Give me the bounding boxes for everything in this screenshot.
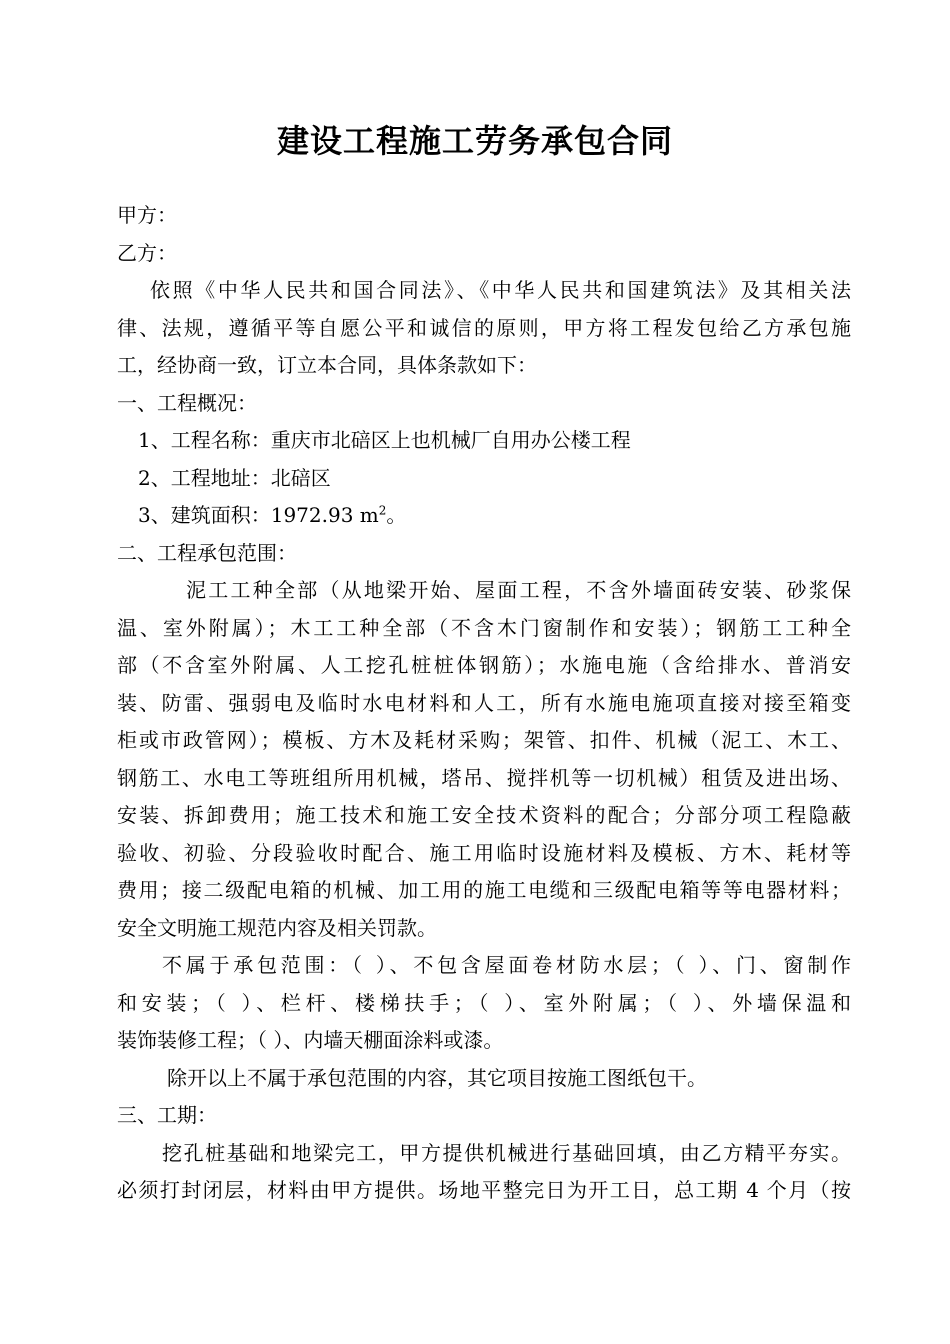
section-heading: 三、工期： xyxy=(117,1103,217,1127)
project-address: 2、工程地址：北碚区 xyxy=(138,465,331,490)
party-b-label: 乙方： xyxy=(117,240,177,265)
area-unit-superscript: 2 xyxy=(378,503,387,518)
schedule-line: 挖孔桩基础和地梁完工，甲方提供机械进行基础回填，由乙方精平夯实。 xyxy=(162,1140,851,1165)
building-area-value: 3、建筑面积：1972.93 m xyxy=(138,503,379,527)
scope-line: 泥工工种全部（从地梁开始、屋面工程，不含外墙面砖安装、砂浆保 xyxy=(186,578,851,602)
project-name: 1、工程名称：重庆市北碚区上也机械厂自用办公楼工程 xyxy=(138,428,631,452)
scope-line: 验收、初验、分段验收时配合、施工用临时设施材料及模板、方木、耗材等 xyxy=(117,840,851,865)
scope-line: 费用；接二级配电箱的机械、加工用的施工电缆和三级配电箱等等电器材料； xyxy=(117,878,851,902)
scope-line: 钢筋工、水电工等班组所用机械，塔吊、搅拌机等一切机械）租赁及进出场、 xyxy=(117,765,851,790)
excluded-scope-line: 不属于承包范围：（ ）、不包含屋面卷材防水层；（ ）、门、窗制作 xyxy=(162,953,851,977)
schedule-line: 必须打封闭层，材料由甲方提供。场地平整完日为开工日，总工期 4 个月（按 xyxy=(117,1178,851,1202)
document-title: 建设工程施工劳务承包合同 xyxy=(276,122,673,161)
scope-line: 安全文明施工规范内容及相关罚款。 xyxy=(117,915,437,940)
scope-line: 装、防雷、强弱电及临时水电材料和人工，所有水施电施项直接对接至箱变 xyxy=(117,690,851,715)
excluded-scope-line: 和安装；（ ）、栏杆、楼梯扶手；（ ）、室外附属；（ ）、外墙保温和 xyxy=(117,990,851,1015)
scope-line: 部（不含室外附属、人工挖孔桩桩体钢筋）；水施电施（含给排水、普消安 xyxy=(117,653,851,677)
intro-line: 工，经协商一致，订立本合同，具体条款如下： xyxy=(117,353,537,377)
party-a-label: 甲方： xyxy=(117,203,177,227)
remaining-scope-note: 除开以上不属于承包范围的内容，其它项目按施工图纸包干。 xyxy=(167,1065,707,1090)
scope-line: 柜或市政管网）；模板、方木及耗材采购；架管、扣件、机械（泥工、木工、 xyxy=(117,728,851,752)
scope-line: 温、室外附属）；木工工种全部（不含木门窗制作和安装）；钢筋工工种全 xyxy=(117,615,851,640)
intro-line: 依照《中华人民共和国合同法》、《中华人民共和国建筑法》及其相关法 xyxy=(150,278,851,302)
building-area xyxy=(117,497,851,535)
section-heading: 一、工程概况： xyxy=(117,390,257,415)
contract-body xyxy=(117,197,851,1210)
excluded-scope-line: 装饰装修工程；（ ）、内墙天棚面涂料或漆。 xyxy=(117,1028,504,1052)
section-heading: 二、工程承包范围： xyxy=(117,540,297,565)
building-area-suffix: 。 xyxy=(386,503,407,527)
scope-line: 安装、拆卸费用；施工技术和施工安全技术资料的配合；分部分项工程隐蔽 xyxy=(117,803,851,827)
intro-line: 律、法规，遵循平等自愿公平和诚信的原则，甲方将工程发包给乙方承包施 xyxy=(117,315,851,340)
